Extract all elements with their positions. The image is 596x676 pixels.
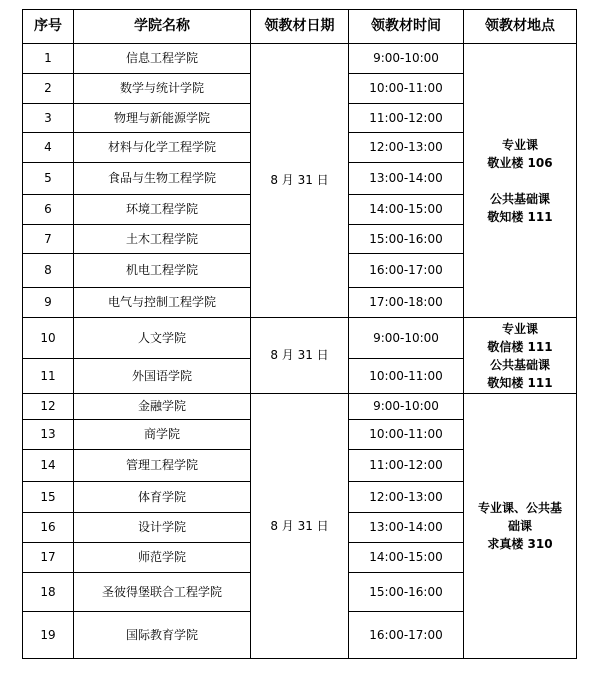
row-no: 8 [23,254,74,288]
row-college: 人文学院 [74,318,251,359]
location-line: 公共基础课 [489,357,550,372]
location-line: 专业课 [501,137,538,152]
row-no: 12 [23,394,74,420]
location-line: 敬业楼 106 [487,155,553,170]
row-college: 机电工程学院 [74,254,251,288]
header-time: 领教材时间 [349,10,464,44]
group-2-location [464,318,577,394]
row-no: 2 [23,74,74,104]
header-college: 学院名称 [74,10,251,44]
row-time: 14:00-15:00 [349,543,464,573]
row-college: 环境工程学院 [74,195,251,225]
row-no: 6 [23,195,74,225]
textbook-schedule-table [22,9,577,659]
header-date: 领教材日期 [251,10,349,44]
row-no: 17 [23,543,74,573]
row-time: 11:00-12:00 [349,104,464,133]
row-college: 数学与统计学院 [74,74,251,104]
row-college: 金融学院 [74,394,251,420]
row-college: 物理与新能源学院 [74,104,251,133]
row-college: 信息工程学院 [74,44,251,74]
row-time: 10:00-11:00 [349,74,464,104]
row-time: 9:00-10:00 [349,394,464,420]
row-time: 11:00-12:00 [349,450,464,482]
location-line: 敬知楼 111 [487,209,553,224]
row-college: 食品与生物工程学院 [74,163,251,195]
location-line: 敬信楼 111 [487,339,553,354]
group-3-location [464,394,577,659]
row-no: 11 [23,359,74,394]
row-college: 体育学院 [74,482,251,513]
row-no: 5 [23,163,74,195]
location-line: 础课 [507,519,532,533]
row-time: 9:00-10:00 [349,318,464,359]
row-time: 15:00-16:00 [349,573,464,612]
row-college: 设计学院 [74,513,251,543]
header-row [23,10,577,44]
row-college: 商学院 [74,420,251,450]
location-spacer [466,172,574,190]
row-no: 19 [23,612,74,659]
table-row [23,318,577,359]
row-no: 9 [23,288,74,318]
row-no: 15 [23,482,74,513]
row-time: 10:00-11:00 [349,420,464,450]
row-no: 16 [23,513,74,543]
row-time: 16:00-17:00 [349,254,464,288]
row-time: 9:00-10:00 [349,44,464,74]
table-row [23,394,577,420]
row-time: 17:00-18:00 [349,288,464,318]
row-no: 10 [23,318,74,359]
row-no: 18 [23,573,74,612]
row-college: 电气与控制工程学院 [74,288,251,318]
table-row [23,44,577,74]
group-1-location [464,44,577,318]
row-time: 16:00-17:00 [349,612,464,659]
location-line: 专业课 [501,321,538,336]
row-time: 10:00-11:00 [349,359,464,394]
group-2-date: 8 月 31 日 [251,318,349,394]
row-no: 14 [23,450,74,482]
row-college: 土木工程学院 [74,225,251,254]
group-1-date: 8 月 31 日 [251,44,349,318]
row-time: 12:00-13:00 [349,482,464,513]
group-3-date: 8 月 31 日 [251,394,349,659]
row-college: 师范学院 [74,543,251,573]
row-time: 12:00-13:00 [349,133,464,163]
header-no: 序号 [23,10,74,44]
row-no: 4 [23,133,74,163]
row-college: 外国语学院 [74,359,251,394]
row-college: 管理工程学院 [74,450,251,482]
header-location: 领教材地点 [464,10,577,44]
row-no: 3 [23,104,74,133]
row-time: 15:00-16:00 [349,225,464,254]
row-no: 13 [23,420,74,450]
location-line: 专业课、公共基 [477,501,562,515]
row-college: 材料与化学工程学院 [74,133,251,163]
row-no: 1 [23,44,74,74]
row-time: 13:00-14:00 [349,163,464,195]
location-line: 敬知楼 111 [487,375,553,390]
location-line: 公共基础课 [489,191,550,206]
row-college: 圣彼得堡联合工程学院 [74,573,251,612]
row-time: 14:00-15:00 [349,195,464,225]
row-college: 国际教育学院 [74,612,251,659]
row-no: 7 [23,225,74,254]
location-line: 求真楼 310 [487,537,553,551]
row-time: 13:00-14:00 [349,513,464,543]
